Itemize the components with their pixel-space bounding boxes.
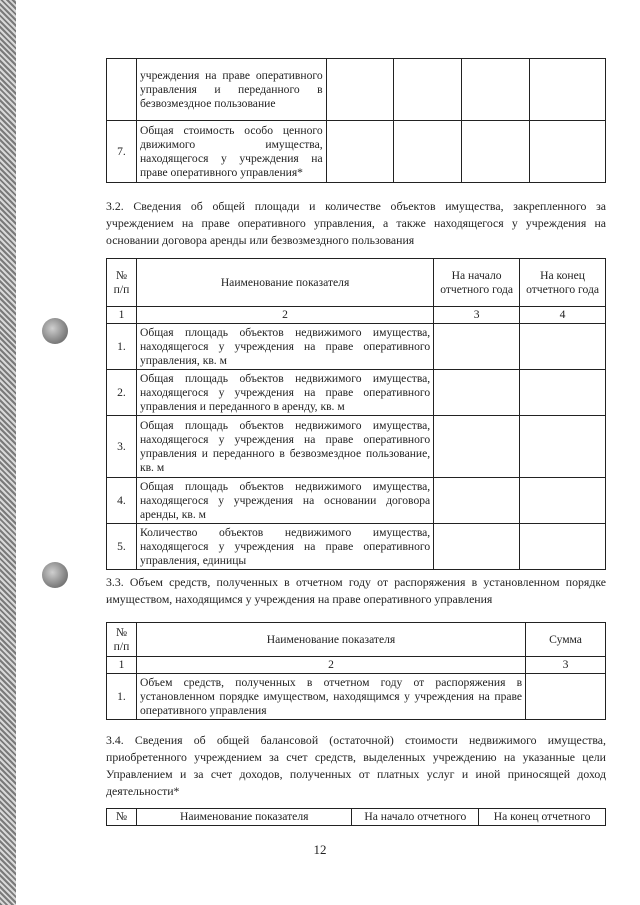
table-row	[107, 121, 606, 183]
row-number: 1.	[107, 324, 137, 370]
table-3-2	[106, 258, 606, 570]
table-row	[107, 59, 606, 121]
row-number	[107, 59, 137, 121]
index-cell: 1	[107, 307, 137, 324]
empty-cell	[434, 478, 520, 524]
row-number: 5.	[107, 524, 137, 570]
table-top-continuation	[106, 58, 606, 183]
row-text: Общая площадь объектов недвижимого имущества, находящегося у учреждения на основании договора аренды, кв. м	[136, 478, 433, 524]
table-row	[107, 370, 606, 416]
row-text: Общая стоимость особо ценного движимого имущества, находящегося у учреждения на праве оперативного управления*	[136, 121, 326, 183]
empty-cell	[526, 674, 606, 720]
row-text: Общая площадь объектов недвижимого имущества, находящегося у учреждения на праве оперативного управления, кв. м	[136, 324, 433, 370]
header-start: На начало отчетного года	[434, 259, 520, 307]
index-cell: 3	[434, 307, 520, 324]
header-num: № п/п	[107, 623, 137, 657]
empty-cell	[326, 59, 394, 121]
empty-cell	[462, 121, 530, 183]
section-3-2-paragraph: 3.2. Сведения об общей площади и количестве объектов имущества, закрепленного за учреждением на праве оперативного управления, а также находящегося у учреждения на основании договора аренды или безвозмездного пользования	[106, 199, 606, 247]
empty-cell	[326, 121, 394, 183]
empty-cell	[394, 121, 462, 183]
row-number: 4.	[107, 478, 137, 524]
empty-cell	[434, 324, 520, 370]
empty-cell	[530, 59, 606, 121]
empty-cell	[520, 370, 606, 416]
header-end: На конец отчетного года	[520, 259, 606, 307]
row-text: Общая площадь объектов недвижимого имущества, находящегося у учреждения на праве оперативного управления и переданного в аренду, кв. м	[136, 370, 433, 416]
empty-cell	[530, 121, 606, 183]
empty-cell	[520, 416, 606, 478]
empty-cell	[394, 59, 462, 121]
table-3-4	[106, 808, 606, 826]
empty-cell	[520, 324, 606, 370]
empty-cell	[434, 524, 520, 570]
table-row	[107, 324, 606, 370]
row-text: Общая площадь объектов недвижимого имущества, находящегося у учреждения на праве оперативного управления и переданного в безвозмездное пользование, кв. м	[136, 416, 433, 478]
header-name: Наименование показателя	[136, 809, 352, 826]
table-header-row	[107, 623, 606, 657]
row-text: учреждения на праве оперативного управления и переданного в безвозмездное пользование	[136, 59, 326, 121]
index-row	[107, 657, 606, 674]
row-number: 7.	[107, 121, 137, 183]
table-header-row	[107, 809, 606, 826]
table-row	[107, 674, 606, 720]
header-sum: Сумма	[526, 623, 606, 657]
table-row	[107, 524, 606, 570]
index-cell: 1	[107, 657, 137, 674]
empty-cell	[520, 478, 606, 524]
section-3-3-paragraph: 3.3. Объем средств, полученных в отчетном году от распоряжения в установленном порядке имуществом, находящимся у учреждения на праве оперативного управления	[106, 575, 606, 606]
row-number: 2.	[107, 370, 137, 416]
row-text: Количество объектов недвижимого имущества, находящегося у учреждения на праве оперативного управления, единицы	[136, 524, 433, 570]
index-cell: 3	[526, 657, 606, 674]
header-name: Наименование показателя	[136, 623, 525, 657]
section-3-4-paragraph: 3.4. Сведения об общей балансовой (остаточной) стоимости недвижимого имущества, приобретенного учреждением за счет средств, выделенных учреждению на указанные цели Управлением и за счет доходов, полученных от платных услуг и иной приносящей доход деятельности*	[106, 733, 606, 798]
page-number: 12	[313, 842, 327, 857]
empty-cell	[434, 370, 520, 416]
row-number: 1.	[107, 674, 137, 720]
table-header-row	[107, 259, 606, 307]
scan-edge	[0, 0, 16, 905]
empty-cell	[520, 524, 606, 570]
header-start: На начало отчетного	[352, 809, 479, 826]
row-text: Объем средств, полученных в отчетном году от распоряжения в установленном порядке имуществом, находящимся у учреждения на праве оперативного управления	[136, 674, 525, 720]
header-end: На конец отчетного	[479, 809, 606, 826]
header-num: № п/п	[107, 259, 137, 307]
table-3-3	[106, 622, 606, 720]
empty-cell	[462, 59, 530, 121]
table-row	[107, 416, 606, 478]
row-number: 3.	[107, 416, 137, 478]
table-row	[107, 478, 606, 524]
empty-cell	[434, 416, 520, 478]
index-row	[107, 307, 606, 324]
index-cell: 4	[520, 307, 606, 324]
index-cell: 2	[136, 307, 433, 324]
index-cell: 2	[136, 657, 525, 674]
punch-hole-bottom	[42, 562, 68, 588]
punch-hole-top	[42, 318, 68, 344]
header-name: Наименование показателя	[136, 259, 433, 307]
header-num: №	[107, 809, 137, 826]
